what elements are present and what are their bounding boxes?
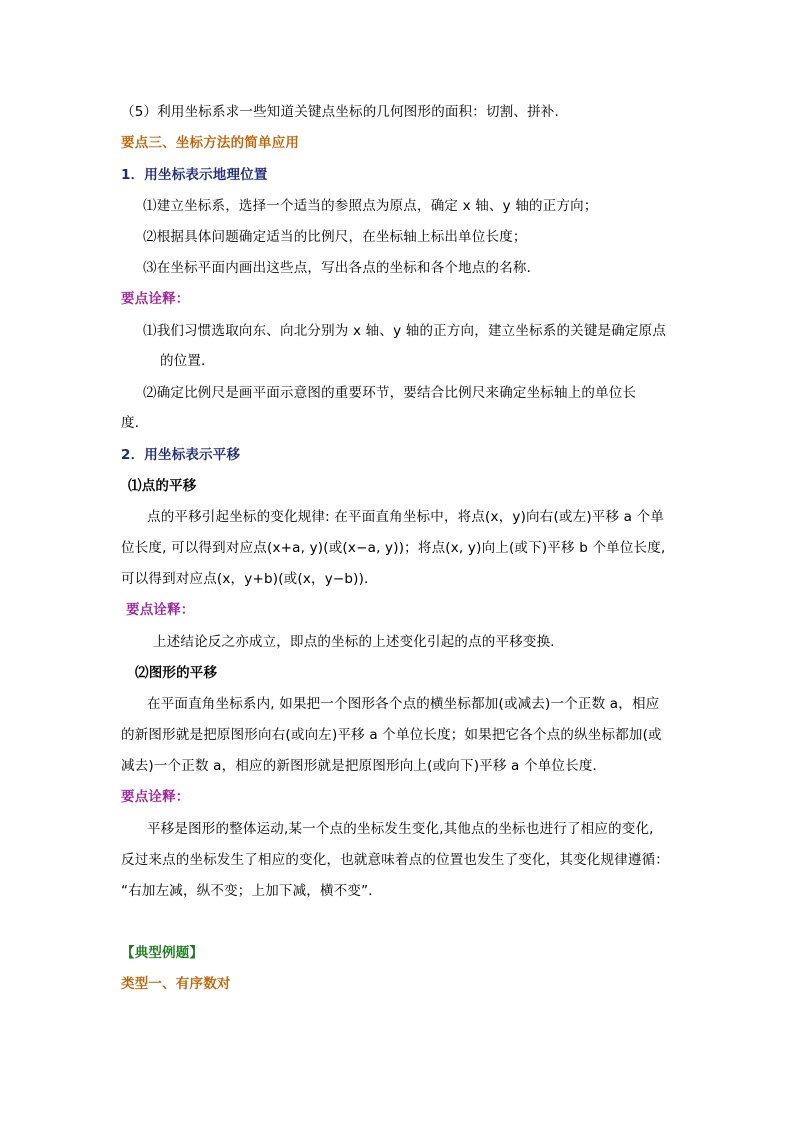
shape-translation-line-1: 在平面直角坐标系内, 如果把一个图形各个点的横坐标都加(或减去)一个正数 a，相应 [147,696,660,712]
typical-examples-heading: 【典型例题】 [121,945,204,961]
point-translation-line-1: 点的平移引起坐标的变化规律: 在平面直角坐标中，将点(x，y)向右(或左)平移 a 个单 [147,509,665,525]
subheading-point-translation: ⑴点的平移 [128,478,197,494]
shape-translation-line-3: 减去)一个正数 a，相应的新图形就是把原图形向上(或向下)平移 a 个单位长度． [121,758,607,774]
subheading-shape-translation: ⑵图形的平移 [135,665,218,681]
note-2-line-1: ⑵确定比例尺是画平面示意图的重要环节，要结合比例尺来确定坐标轴上的单位长 [143,385,637,401]
paragraph-area-method: （5）利用坐标系求一些知道关键点坐标的几何图形的面积：切割、拼补. [121,104,559,120]
note-converse: 上述结论反之亦成立，即点的坐标的上述变化引起的点的平移变换． [153,634,564,650]
note-rule-line-3: “右加左减，纵不变；上加下减，横不变”． [121,883,382,899]
note-1-line-2: 的位置． [160,353,215,369]
step-3: ⑶在坐标平面内画出这些点，写出各点的坐标和各个地点的名称． [143,260,541,276]
note-label-1: 要点诠释： [121,291,190,307]
section-heading-3: 要点三、坐标方法的简单应用 [121,135,300,151]
note-label-2: 要点诠释： [126,602,195,618]
note-label-3: 要点诠释： [121,789,190,805]
subheading-geographic-position: 1．用坐标表示地理位置 [121,167,268,183]
note-1-line-1: ⑴我们习惯选取向东、向北分别为 x 轴、y 轴的正方向，建立坐标系的关键是确定原点 [143,323,667,339]
step-2: ⑵根据具体问题确定适当的比例尺，在坐标轴上标出单位长度； [143,229,527,245]
type-one-heading: 类型一、有序数对 [121,976,231,992]
step-1: ⑴建立坐标系，选择一个适当的参照点为原点，确定 x 轴、y 轴的正方向； [143,198,598,214]
note-rule-line-2: 反过来点的坐标发生了相应的变化，也就意味着点的位置也发生了变化，其变化规律遵循： [121,852,669,868]
point-translation-line-2: 位长度, 可以得到对应点(x+a, y)(或(x−a, y))；将点(x, y)向上(或下)平移 b 个单位长度, [121,540,666,556]
point-translation-line-3: 可以得到对应点(x，y+b)(或(x，y−b))． [121,571,378,587]
note-2-line-2: 度． [121,415,149,431]
shape-translation-line-2: 的新图形就是把原图形向右(或向左)平移 a 个单位长度；如果把它各个点的纵坐标都加(或 [121,727,662,743]
note-rule-line-1: 平移是图形的整体运动,某一个点的坐标发生变化,其他点的坐标也进行了相应的变化, [147,821,654,837]
subheading-translation: 2．用坐标表示平移 [121,447,241,463]
